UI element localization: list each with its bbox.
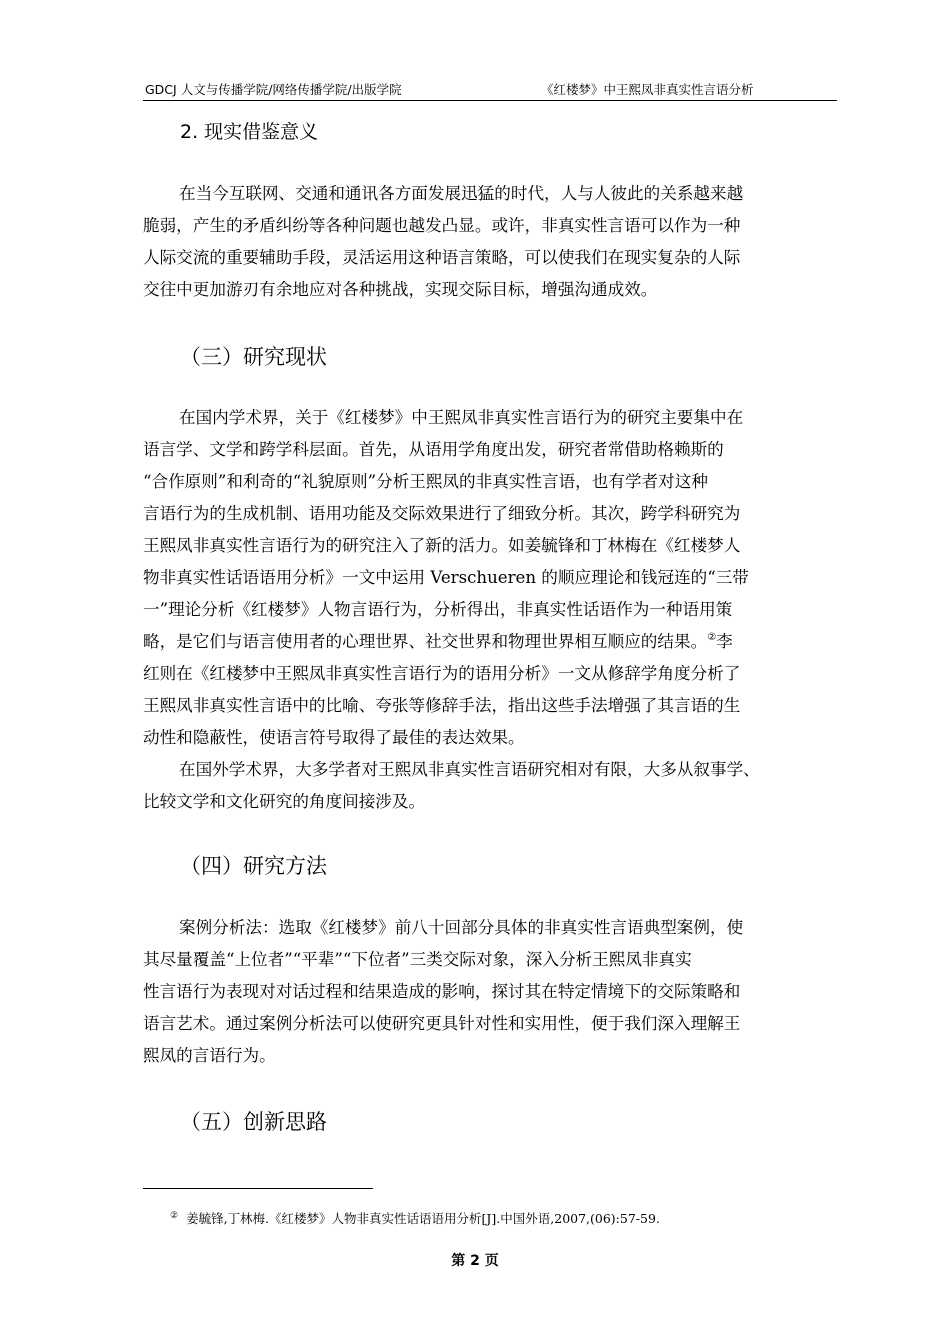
footnote-mark: ② [170, 1211, 179, 1221]
heading-realistic-significance: 2. 现实借鉴意义 [180, 121, 319, 143]
heading-research-method: （四）研究方法 [180, 854, 327, 878]
text-line: 一”理论分析《红楼梦》人物言语行为，分析得出，非真实性话语作为一种语用策 [143, 600, 733, 619]
text-segment: 略，是它们与语言使用者的心理世界、社交世界和物理世界相互顺应的结果。 [143, 632, 708, 651]
text-line: 熙凤的言语行为。 [143, 1046, 276, 1065]
footnote-text: 姜毓锋,丁林梅.《红楼梦》人物非真实性话语语用分析[J].中国外语,2007,(06):57-59. [186, 1211, 660, 1226]
heading-research-status: （三）研究现状 [180, 345, 327, 369]
text-segment: 李 [716, 632, 733, 651]
text-line: 动性和隐蔽性，使语言符号取得了最佳的表达效果。 [143, 728, 525, 747]
text-line: 人际交流的重要辅助手段，灵活运用这种语言策略，可以使我们在现实复杂的人际 [143, 248, 741, 267]
heading-innovation: （五）创新思路 [180, 1110, 327, 1134]
text-line: 王熙凤非真实性言语中的比喻、夸张等修辞手法，指出这些手法增强了其言语的生 [143, 696, 741, 715]
text-line: 比较文学和文化研究的角度间接涉及。 [143, 792, 426, 811]
text-line: 性言语行为表现对对话过程和结果造成的影响，探讨其在特定情境下的交际策略和 [143, 982, 741, 1001]
header-institution: GDCJ 人文与传播学院/网络传播学院/出版学院 [145, 82, 402, 97]
paragraph-research-status [143, 402, 837, 818]
paragraph-realistic-significance [143, 178, 837, 306]
text-line: 言语行为的生成机制、语用功能及交际效果进行了细致分析。其次，跨学科研究为 [143, 504, 741, 523]
text-line: 在当今互联网、交通和通讯各方面发展迅猛的时代，人与人彼此的关系越来越 [179, 184, 744, 203]
text-line: 其尽量覆盖“上位者”“平辈”“下位者”三类交际对象，深入分析王熙凤非真实 [143, 950, 692, 969]
text-line: 语言艺术。通过案例分析法可以使研究更具针对性和实用性，便于我们深入理解王 [143, 1014, 741, 1033]
header-paper-title: 《红楼梦》中王熙凤非真实性言语分析 [541, 82, 754, 97]
paragraph-research-method [143, 912, 837, 1072]
text-line: 王熙凤非真实性言语行为的研究注入了新的活力。如姜毓锋和丁林梅在《红楼梦人 [143, 536, 741, 555]
text-line: “合作原则”和利奇的“礼貌原则”分析王熙凤的非真实性言语，也有学者对这种 [143, 472, 708, 491]
footnote [170, 1209, 660, 1227]
footnote-separator [143, 1188, 373, 1189]
text-line: 在国内学术界，关于《红楼梦》中王熙凤非真实性言语行为的研究主要集中在 [179, 408, 744, 427]
running-header [143, 78, 837, 101]
text-line-with-footnote [143, 626, 837, 658]
text-line: 物非真实性话语语用分析》一文中运用 Verschueren 的顺应理论和钱冠连的“三带 [143, 568, 749, 587]
text-line: 交往中更加游刃有余地应对各种挑战，实现交际目标，增强沟通成效。 [143, 280, 658, 299]
page-number: 第 2 页 [451, 1253, 499, 1269]
text-line: 在国外学术界，大多学者对王熙凤非真实性言语研究相对有限，大多从叙事学、 [179, 760, 760, 779]
text-line: 红则在《红楼梦中王熙凤非真实性言语行为的语用分析》一文从修辞学角度分析了 [143, 664, 741, 683]
footnote-reference[interactable]: ② [707, 632, 717, 643]
text-line: 案例分析法：选取《红楼梦》前八十回部分具体的非真实性言语典型案例，使 [179, 918, 744, 937]
text-line: 语言学、文学和跨学科层面。首先，从语用学角度出发，研究者常借助格赖斯的 [143, 440, 724, 459]
text-line: 脆弱，产生的矛盾纠纷等各种问题也越发凸显。或许，非真实性言语可以作为一种 [143, 216, 741, 235]
